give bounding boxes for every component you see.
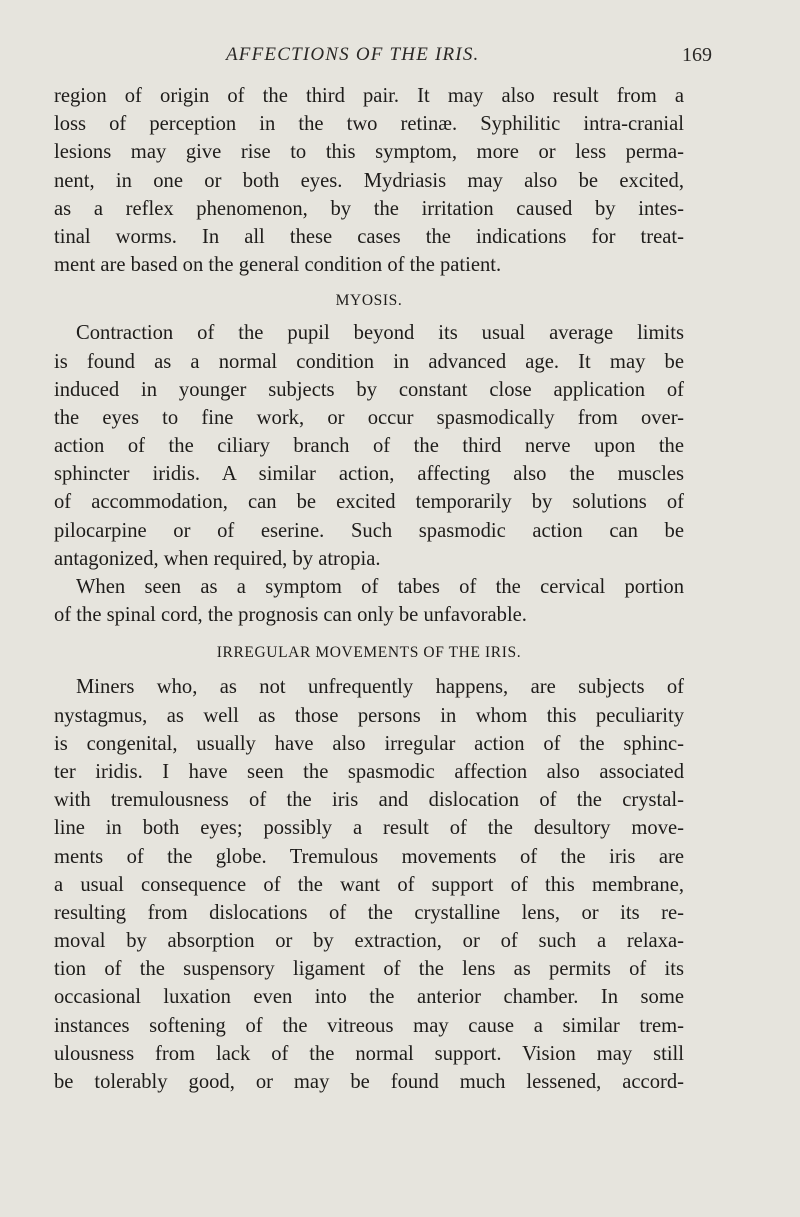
text-line: region of origin of the third pair. It may also result from a bbox=[54, 85, 684, 107]
text-line: tinal worms. In all these cases the indications for treat- bbox=[54, 225, 684, 248]
text-line: ulousness from lack of the normal support. Vision may still bbox=[54, 1042, 684, 1065]
running-title: AFFECTIONS OF THE IRIS. bbox=[226, 44, 480, 65]
paragraph-2 bbox=[54, 319, 684, 573]
text-line: resulting from dislocations of the crystalline lens, or its re- bbox=[54, 901, 684, 924]
text-line: pilocarpine or of eserine. Such spasmodic action can be bbox=[54, 519, 684, 542]
paragraph-1 bbox=[54, 82, 684, 279]
text-line: nystagmus, as well as those persons in whom this peculiarity bbox=[54, 704, 684, 727]
page-number: 169 bbox=[682, 44, 712, 66]
text-line: action of the ciliary branch of the third nerve upon the bbox=[54, 435, 684, 458]
text-line: is congenital, usually have also irregular action of the sphinc- bbox=[54, 732, 684, 755]
text-line: sphincter iridis. A similar action, affecting also the muscles bbox=[54, 463, 684, 486]
text-line: induced in younger subjects by constant close application of bbox=[54, 378, 684, 401]
running-head bbox=[0, 44, 800, 70]
paragraph-3 bbox=[54, 573, 684, 629]
text-line: ter iridis. I have seen the spasmodic affection also associated bbox=[54, 760, 684, 783]
text-line: with tremulousness of the iris and dislocation of the crystal- bbox=[54, 789, 684, 812]
text-line: Miners who, as not unfrequently happens, are subjects of bbox=[76, 676, 684, 699]
text-line: lesions may give rise to this symptom, more or less perma- bbox=[54, 141, 684, 164]
text-line: as a reflex phenomenon, by the irritation caused by intes- bbox=[54, 197, 684, 220]
text-line: is found as a normal condition in advanced age. It may be bbox=[54, 350, 684, 373]
text-line: ment are based on the general condition of the patient. bbox=[54, 254, 502, 277]
text-line: occasional luxation even into the anterior chamber. In some bbox=[54, 986, 684, 1009]
text-line: When seen as a symptom of tabes of the cervical portion bbox=[76, 576, 684, 598]
text-line: nent, in one or both eyes. Mydriasis may also be excited, bbox=[54, 169, 684, 192]
text-line: moval by absorption or by extraction, or of such a relaxa- bbox=[54, 930, 684, 953]
text-line: antagonized, when required, by atropia. bbox=[54, 547, 381, 570]
text-line: ments of the globe. Tremulous movements of the iris are bbox=[54, 845, 684, 868]
text-line: the eyes to fine work, or occur spasmodically from over- bbox=[54, 406, 684, 429]
body-text bbox=[54, 82, 684, 1096]
text-line: Contraction of the pupil beyond its usual average limits bbox=[76, 322, 684, 345]
text-line: tion of the suspensory ligament of the lens as permits of its bbox=[54, 958, 684, 981]
text-line: instances softening of the vitreous may cause a similar trem- bbox=[54, 1014, 684, 1037]
paragraph-4 bbox=[54, 673, 684, 1096]
section-heading-myosis: MYOSIS. bbox=[335, 292, 403, 310]
section-heading-irregular-movements: IRREGULAR MOVEMENTS OF THE IRIS. bbox=[216, 644, 522, 662]
text-line: a usual consequence of the want of support of this membrane, bbox=[54, 873, 684, 896]
text-line: be tolerably good, or may be found much lessened, accord- bbox=[54, 1071, 684, 1093]
text-line: of accommodation, can be excited temporarily by solutions of bbox=[54, 491, 684, 514]
text-line: line in both eyes; possibly a result of the desultory move- bbox=[54, 817, 684, 840]
text-line: loss of perception in the two retinæ. Syphilitic intra-cranial bbox=[54, 113, 684, 136]
text-line: of the spinal cord, the prognosis can only be unfavorable. bbox=[54, 604, 527, 627]
